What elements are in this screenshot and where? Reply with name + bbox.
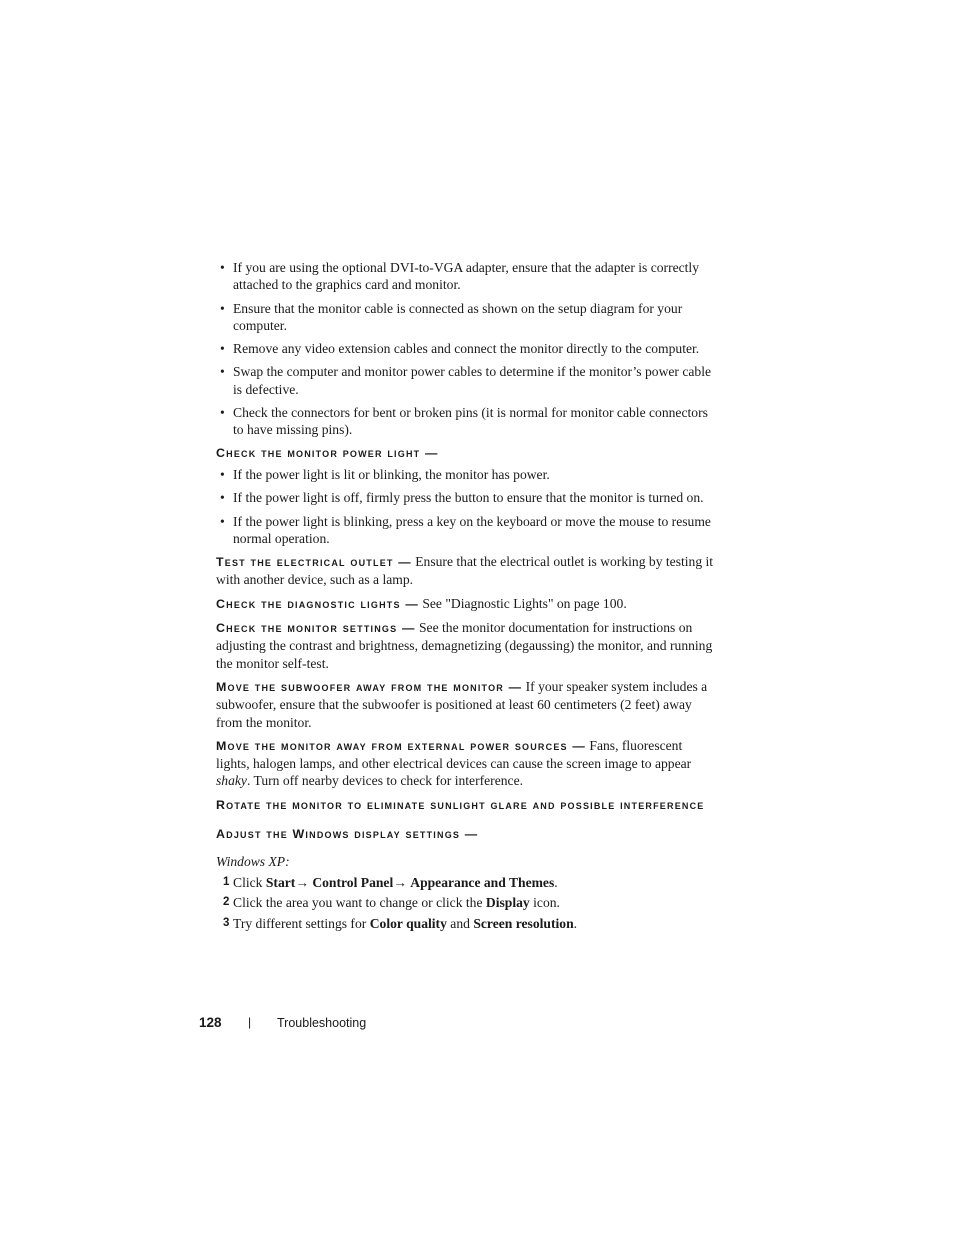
arrow-icon: → bbox=[295, 874, 309, 890]
footer-separator: | bbox=[248, 1015, 252, 1029]
monitor-settings-heading: Check the monitor settings — bbox=[216, 621, 416, 636]
external-power-section bbox=[216, 737, 718, 790]
monitor-settings-text: See the monitor documentation for instructions on adjusting the contrast and brightness, demagnetizing (degaussing) the monitor, and running the monitor self-test. bbox=[216, 620, 713, 671]
power-light-heading: Check the monitor power light — bbox=[216, 445, 439, 460]
external-power-text-after: . Turn off nearby devices to check for interference. bbox=[246, 773, 524, 789]
list-item bbox=[216, 363, 718, 398]
bullet-icon: • bbox=[220, 513, 225, 529]
step-text-end: icon. bbox=[533, 895, 560, 911]
list-item bbox=[216, 300, 718, 335]
list-item bbox=[216, 489, 718, 506]
windows-xp-label: Windows XP: bbox=[216, 854, 290, 870]
diagnostic-lights-section bbox=[216, 595, 718, 613]
list-item-text: If you are using the optional DVI-to-VGA adapter, ensure that the adapter is correctly attached to the graphics card and monitor. bbox=[233, 260, 700, 293]
list-item-text: Remove any video extension cables and connect the monitor directly to the computer. bbox=[233, 341, 700, 357]
step-text-end: . bbox=[554, 874, 558, 890]
appearance-themes-label: Appearance and Themes bbox=[410, 874, 555, 890]
step-number: 2 bbox=[223, 896, 230, 909]
step-text-mid: and bbox=[450, 916, 470, 932]
bullet-icon: • bbox=[220, 405, 225, 421]
subwoofer-heading: Move the subwoofer away from the monitor — bbox=[216, 679, 523, 694]
electrical-outlet-section bbox=[216, 553, 718, 589]
bullet-icon: • bbox=[220, 341, 225, 357]
external-power-heading: Move the monitor away from external power sources — bbox=[216, 738, 586, 753]
step-text: Try different settings for bbox=[233, 916, 367, 932]
list-item-text: Ensure that the monitor cable is connected as shown on the setup diagram for your computer. bbox=[233, 300, 683, 333]
step-item bbox=[216, 894, 718, 911]
diagnostic-lights-heading: Check the diagnostic lights — bbox=[216, 596, 419, 611]
list-item bbox=[216, 404, 718, 439]
list-item bbox=[216, 513, 718, 548]
rotate-monitor-section bbox=[216, 796, 718, 814]
page-footer bbox=[199, 1014, 599, 1034]
step-text-end: . bbox=[573, 916, 578, 932]
list-item-text: If the power light is blinking, press a key on the keyboard or move the mouse to resume normal operation. bbox=[233, 513, 711, 546]
windows-steps bbox=[216, 874, 718, 933]
page-number: 128 bbox=[199, 1015, 222, 1030]
start-menu-label: Start bbox=[265, 874, 296, 890]
step-number: 3 bbox=[223, 917, 230, 930]
page-content bbox=[216, 259, 718, 936]
color-quality-label: Color quality bbox=[369, 916, 447, 932]
screen-resolution-label: Screen resolution bbox=[473, 916, 574, 932]
monitor-settings-section bbox=[216, 619, 718, 672]
bullet-icon: • bbox=[220, 466, 225, 482]
subwoofer-section bbox=[216, 678, 718, 731]
step-number: 1 bbox=[223, 875, 230, 888]
subwoofer-text: If your speaker system includes a subwoofer, ensure that the subwoofer is positioned at least 60 centimeters (2 feet) away from the monitor. bbox=[216, 678, 708, 730]
bullet-icon: • bbox=[220, 364, 225, 380]
list-item bbox=[216, 340, 718, 357]
windows-settings-heading: Adjust the Windows display settings — bbox=[216, 827, 479, 842]
external-power-emphasis: shaky bbox=[216, 773, 247, 789]
step-text: Click bbox=[233, 874, 263, 890]
bullet-icon: • bbox=[220, 300, 225, 316]
list-item bbox=[216, 259, 718, 294]
list-item-text: Swap the computer and monitor power cables to determine if the monitor’s power cable is defective. bbox=[233, 364, 712, 397]
step-item bbox=[216, 874, 718, 891]
bullet-icon: • bbox=[220, 260, 225, 275]
list-item-text: If the power light is off, firmly press the button to ensure that the monitor is turned on. bbox=[233, 490, 704, 506]
list-item bbox=[216, 466, 718, 483]
list-item-text: If the power light is lit or blinking, the monitor has power. bbox=[233, 466, 550, 482]
step-item bbox=[216, 915, 718, 932]
diagnostic-lights-text: See "Diagnostic Lights" on page 100. bbox=[422, 595, 627, 611]
power-light-list bbox=[216, 466, 718, 547]
step-text: Click the area you want to change or click the bbox=[233, 895, 483, 911]
list-item-text: Check the connectors for bent or broken pins (it is normal for monitor cable connectors to have missing pins). bbox=[233, 405, 708, 438]
external-power-text: Fans, fluorescent lights, halogen lamps, and other electrical devices can cause the screen image to appear bbox=[216, 737, 692, 772]
windows-settings-section bbox=[216, 826, 718, 932]
electrical-outlet-heading: Test the electrical outlet — bbox=[216, 555, 412, 570]
power-light-section bbox=[216, 445, 718, 547]
connection-checklist bbox=[216, 259, 718, 439]
control-panel-label: Control Panel bbox=[312, 874, 394, 890]
rotate-monitor-heading: Rotate the monitor to eliminate sunlight glare and possible interference bbox=[216, 797, 705, 812]
arrow-icon: → bbox=[393, 874, 407, 890]
bullet-icon: • bbox=[220, 490, 225, 506]
display-icon-label: Display bbox=[485, 895, 530, 911]
electrical-outlet-text: Ensure that the electrical outlet is working by testing it with another device, such as a lamp. bbox=[216, 554, 714, 588]
chapter-title: Troubleshooting bbox=[277, 1016, 367, 1030]
